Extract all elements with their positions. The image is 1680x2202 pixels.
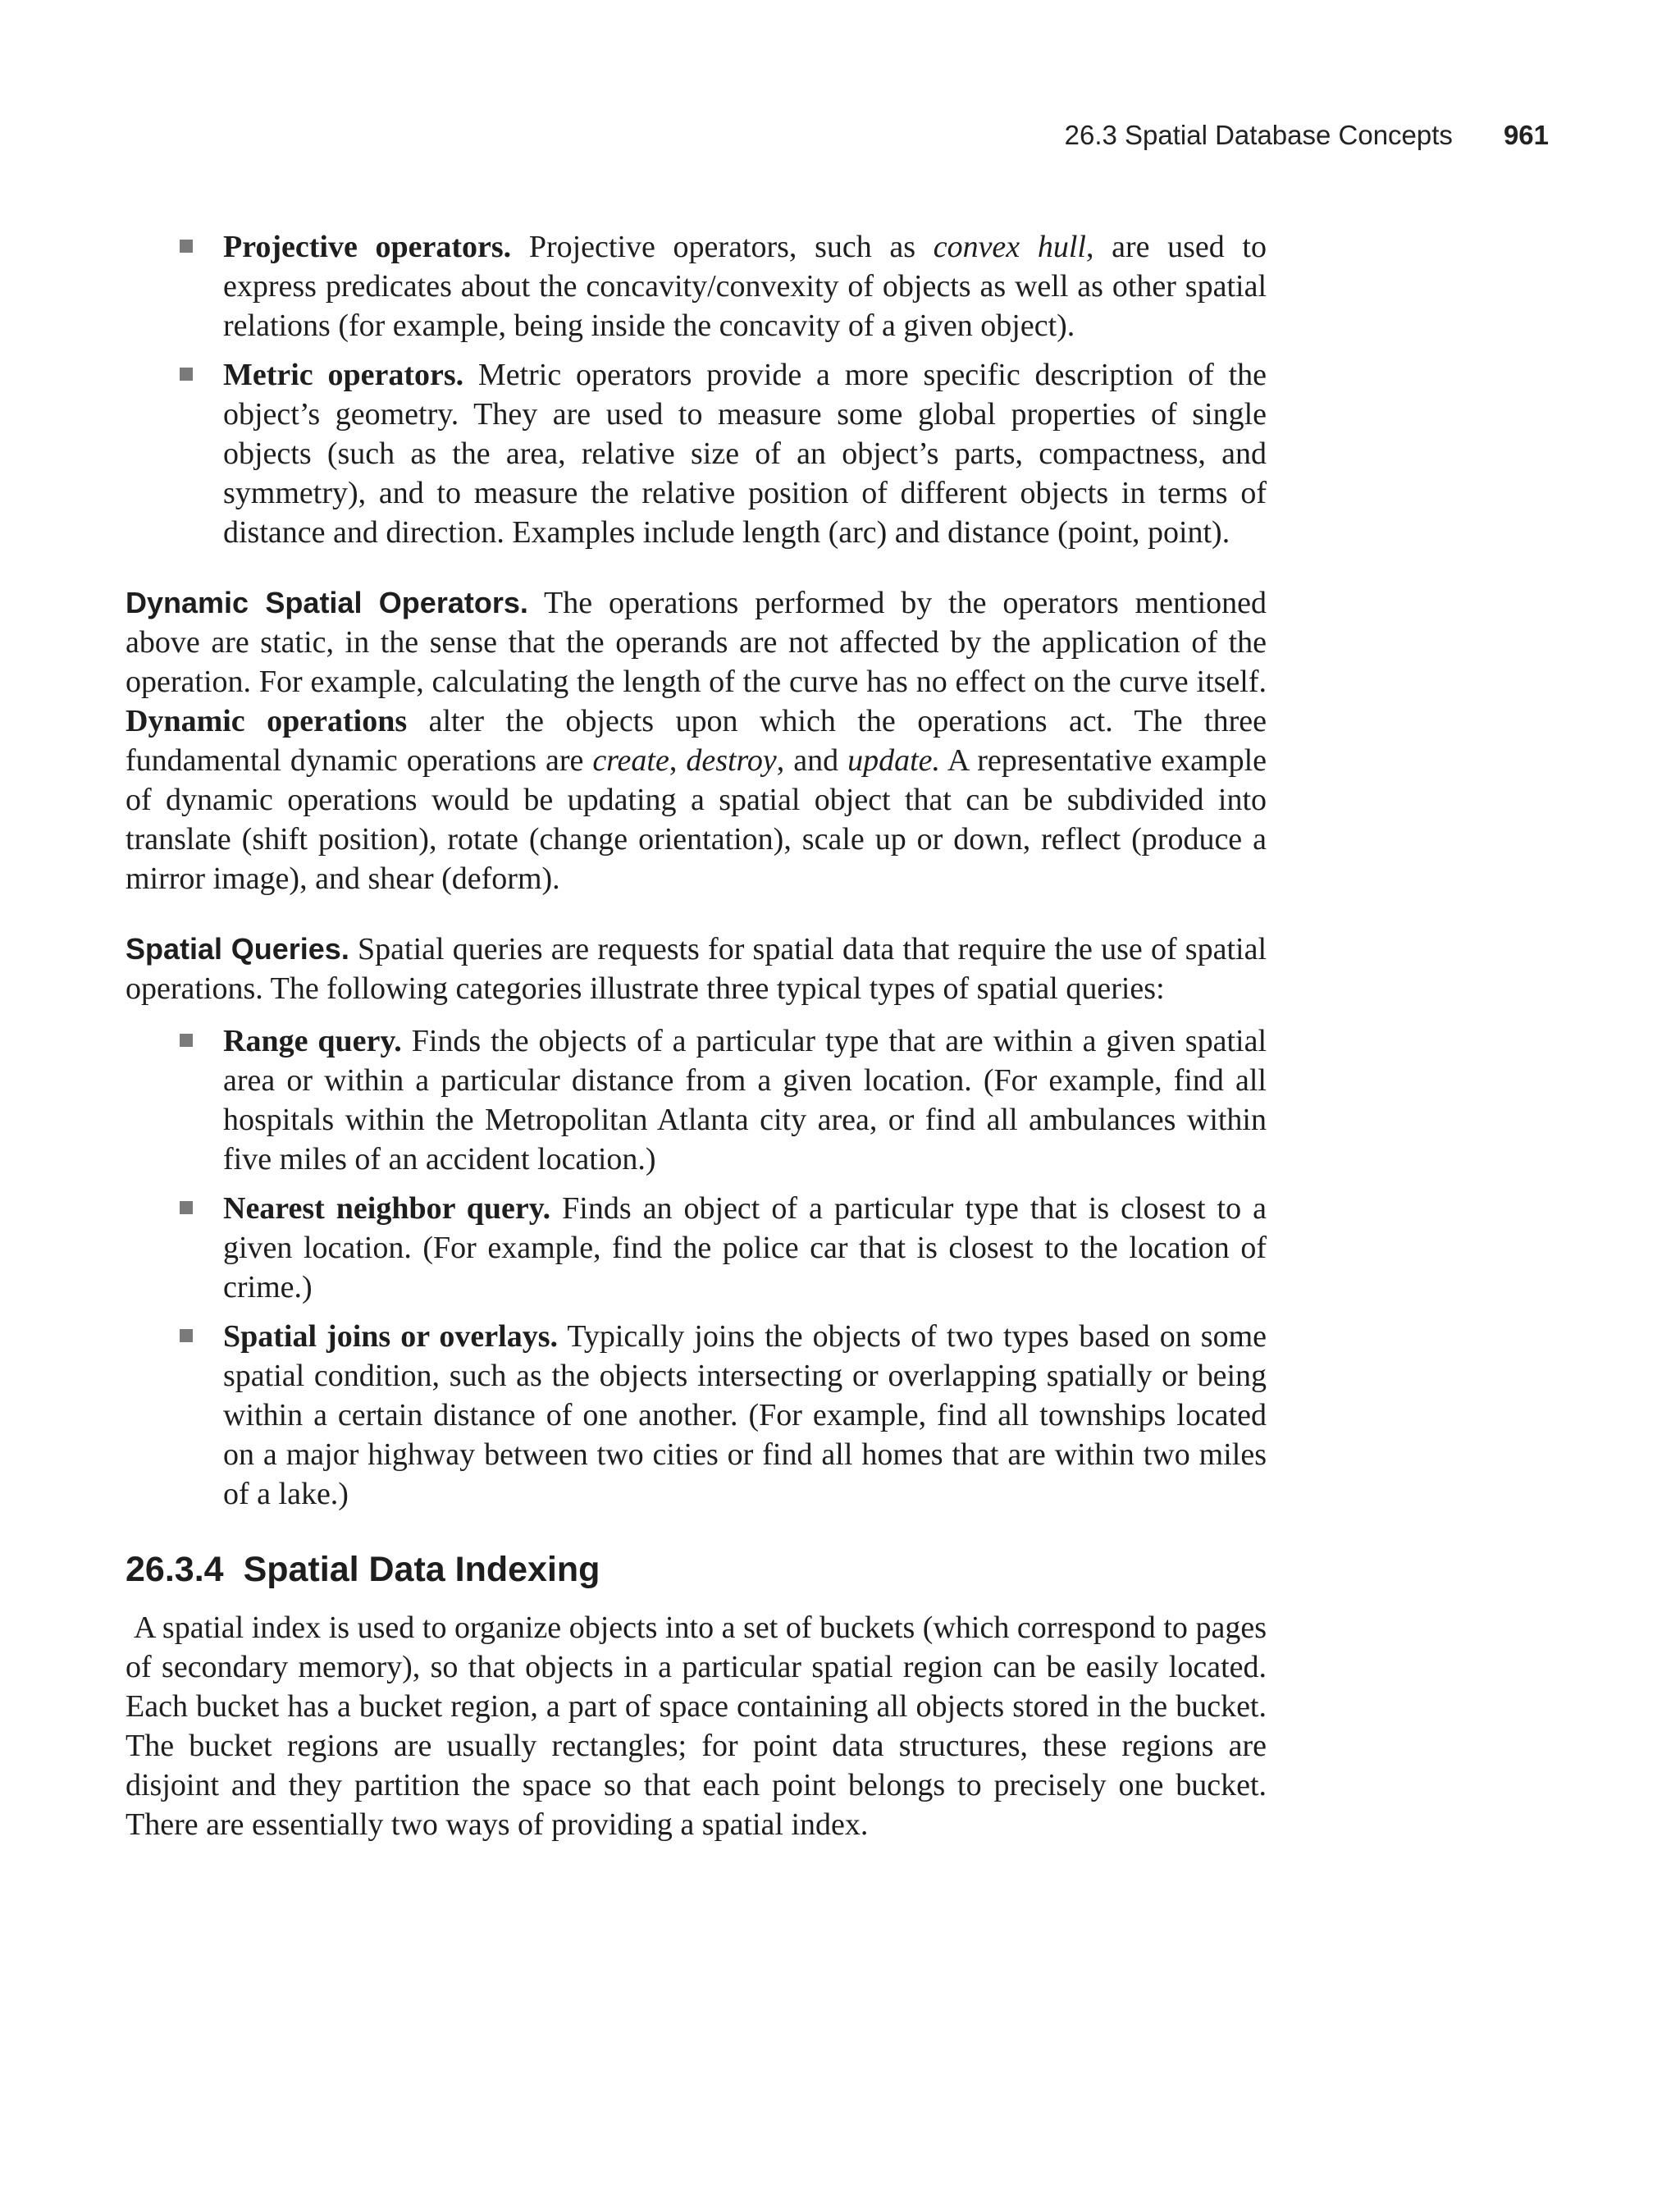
list-item-spatial-joins: Spatial joins or overlays. Typically joins the objects of two types based on some spatial condition, such as the objects intersecting or overlapping spatially or being within a certain distance of one another. (For example, find all townships located on a major highway between two cities or find all homes that are within two miles of a lake.): [126, 1317, 1267, 1514]
page-number: 961: [1503, 120, 1549, 150]
bullet-square-icon: [180, 240, 193, 253]
term-spatial-joins: Spatial joins or overlays.: [223, 1319, 558, 1354]
spatial-indexing-paragraph: A spatial index is used to organize objects into a set of buckets (which correspond to pages of secondary memory), so that objects in a particular spatial region can be easily located. Each bucket has a bucket region, a part of space containing all objects stored in the bucket. The bucket regions are usually rectangles; for point data structures, these regions are disjoint and they partition the space so that each point belongs to precisely one bucket. There are essentially two ways of providing a spatial index.: [126, 1610, 1267, 1842]
page-body: [126, 227, 1267, 1844]
list-item-range-query: Range query. Finds the objects of a particular type that are within a given spatial area or within a particular distance from a given location. (For example, find all hospitals within the Metropolitan Atlanta city area, or find all ambulances within five miles of an accident location.): [126, 1021, 1267, 1179]
bullet-square-icon: [180, 1034, 193, 1047]
list-item-nearest-neighbor: Nearest neighbor query. Finds an object of a particular type that is closest to a given location. (For example, find the police car that is closest to the location of crime.): [126, 1189, 1267, 1307]
list-item-projective: Projective operators. Projective operators, such as convex hull, are used to express predicates about the concavity/convexity of objects as well as other spatial relations (for example, being inside the concavity of a given object).: [126, 227, 1267, 345]
dynamic-operators-paragraph: Dynamic Spatial Operators. The operations performed by the operators mentioned above are static, in the sense that the operands are not affected by the application of the operation. For example, calculating the length of the curve has no effect on the curve itself. Dynamic operations alter the objects upon which the operations act. The three fundamental dynamic operations are create, destroy, and update. A representative example of dynamic operations would be updating a spatial object that can be subdivided into translate (shift position), rotate (change orientation), scale up or down, reflect (produce a mirror image), and shear (deform).: [126, 586, 1267, 896]
operator-list: [126, 227, 1267, 552]
spatial-queries-paragraph: Spatial Queries. Spatial queries are requests for spatial data that require the use of spatial operations. The following categories illustrate three typical types of spatial queries:: [126, 932, 1267, 1006]
term-metric: Metric operators.: [223, 358, 464, 392]
list-item-metric: Metric operators. Metric operators provide a more specific description of the object’s geometry. They are used to measure some global properties of single objects (such as the area, relative size of an object’s parts, compactness, and symmetry), and to measure the relative position of different objects in terms of distance and direction. Examples include length (arc) and distance (point, point).: [126, 355, 1267, 552]
term-range-query: Range query.: [223, 1024, 402, 1058]
section-title: Spatial Data Indexing: [243, 1550, 600, 1589]
section-heading: [126, 1550, 1267, 1590]
query-list: [126, 1021, 1267, 1514]
run-in-heading-queries: Spatial Queries.: [126, 932, 349, 966]
bullet-square-icon: [180, 1329, 193, 1342]
term-projective: Projective operators.: [223, 230, 512, 264]
bullet-square-icon: [180, 1201, 193, 1214]
bullet-square-icon: [180, 368, 193, 381]
term-nearest-neighbor: Nearest neighbor query.: [223, 1191, 551, 1226]
header-section-title: 26.3 Spatial Database Concepts: [1064, 120, 1453, 150]
run-in-heading-dynamic: Dynamic Spatial Operators.: [126, 586, 528, 619]
section-number: 26.3.4: [126, 1550, 224, 1589]
running-header: [0, 120, 1549, 151]
